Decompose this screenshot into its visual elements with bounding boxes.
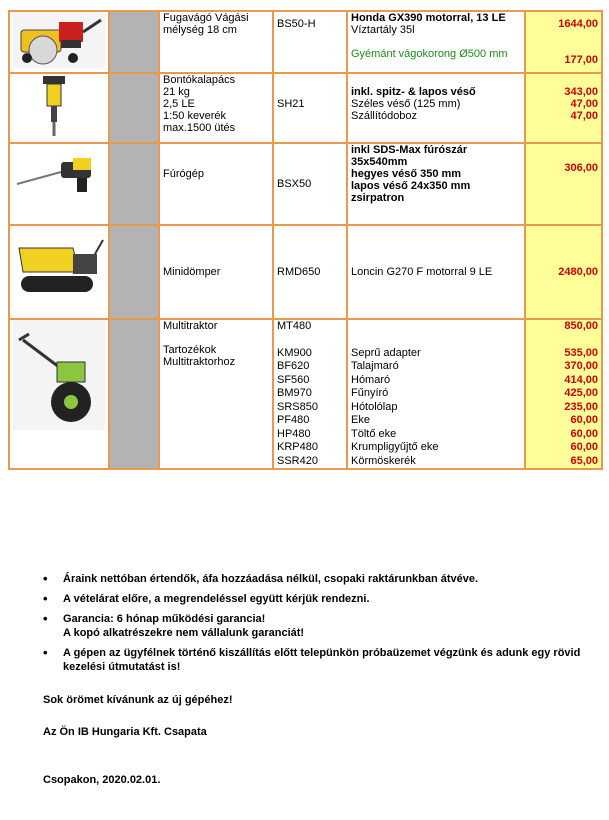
product-image-cell: [9, 11, 109, 73]
product-code-cell: BSX50: [273, 143, 347, 225]
product-desc-cell: inkl SDS-Max fúrószár 35x540mm hegyes véső 350 mm lapos véső 24x350 mm zsirpatron: [347, 143, 525, 225]
multi-tractor-icon: [13, 320, 105, 430]
note-item: • Garancia: 6 hónap működési garancia! A kopó alkatrészekre nem vállalunk garanciát!: [63, 612, 583, 640]
date-line: Csopakon, 2020.02.01.: [43, 774, 161, 786]
product-price-cell: 850,00 535,00 370,00 414,00 425,00 235,00 60,00 60,00 60,00 65,00: [525, 319, 602, 469]
product-price-cell: 306,00: [525, 143, 602, 225]
product-desc-cell: Honda GX390 motorral, 13 LE Víztartály 35l Gyémánt vágokorong Ø500 mm: [347, 11, 525, 73]
note-item: • A vételárat előre, a megrendeléssel együtt kérjük rendezni.: [63, 592, 583, 606]
table-row: [9, 143, 602, 225]
note-item: • A gépen az ügyfélnek történő kiszállítás előtt telepünkön próbaüzemet végzünk és adunk egy rövid kezelési útmutatást is!: [63, 646, 583, 674]
product-desc-cell: inkl. spitz- & lapos véső Széles véső (125 mm) Szállítódoboz: [347, 73, 525, 143]
product-name-cell: Bontókalapács 21 kg 2,5 LE 1:50 keverék max.1500 ütés: [159, 73, 273, 143]
product-image-cell: [9, 143, 109, 225]
gray-cell: [109, 73, 159, 143]
product-code-cell: MT480 KM900 BF620 SF560 BM970 SRS850 PF480 HP480 KRP480 SSR420: [273, 319, 347, 469]
table-row: [9, 73, 602, 143]
mini-dumper-icon: [13, 226, 105, 302]
table-row: [9, 319, 602, 469]
gray-cell: [109, 319, 159, 469]
product-price-cell: 343,00 47,00 47,00: [525, 73, 602, 143]
product-code-cell: SH21: [273, 73, 347, 143]
price-table: [8, 10, 603, 470]
gray-cell: [109, 11, 159, 73]
notes-section: [43, 572, 583, 680]
product-name-cell: Minidömper: [159, 225, 273, 319]
gray-cell: [109, 225, 159, 319]
product-name-cell: Multitraktor Tartozékok Multitraktorhoz: [159, 319, 273, 469]
product-price-cell: 2480,00: [525, 225, 602, 319]
product-desc-cell: Loncin G270 F motorral 9 LE: [347, 225, 525, 319]
product-price-cell: 1644,00 177,00: [525, 11, 602, 73]
product-image-cell: [9, 73, 109, 143]
product-desc-cell: Seprű adapter Talajmaró Hómaró Fűnyíró Hótolólap Eke Töltő eke Krumpligyűjtő eke Körmöskerék: [347, 319, 525, 469]
table-row: [9, 225, 602, 319]
product-name-cell: Fugavágó Vágási mélység 18 cm: [159, 11, 273, 73]
product-code-cell: BS50-H: [273, 11, 347, 73]
floor-saw-icon: [13, 12, 105, 68]
product-code-cell: RMD650: [273, 225, 347, 319]
breaker-hammer-icon: [13, 74, 105, 138]
product-image-cell: [9, 225, 109, 319]
product-image-cell: [9, 319, 109, 469]
note-item: • Áraink nettóban értendők, áfa hozzáadása nélkül, csopaki raktárunkban átvéve.: [63, 572, 583, 586]
signature: Az Ön IB Hungaria Kft. Csapata: [43, 726, 207, 738]
drill-icon: [13, 144, 105, 200]
closing-wish: Sok örömet kívánunk az új gépéhez!: [43, 694, 233, 706]
product-name-cell: Fúrógép: [159, 143, 273, 225]
table-row: [9, 11, 602, 73]
gray-cell: [109, 143, 159, 225]
